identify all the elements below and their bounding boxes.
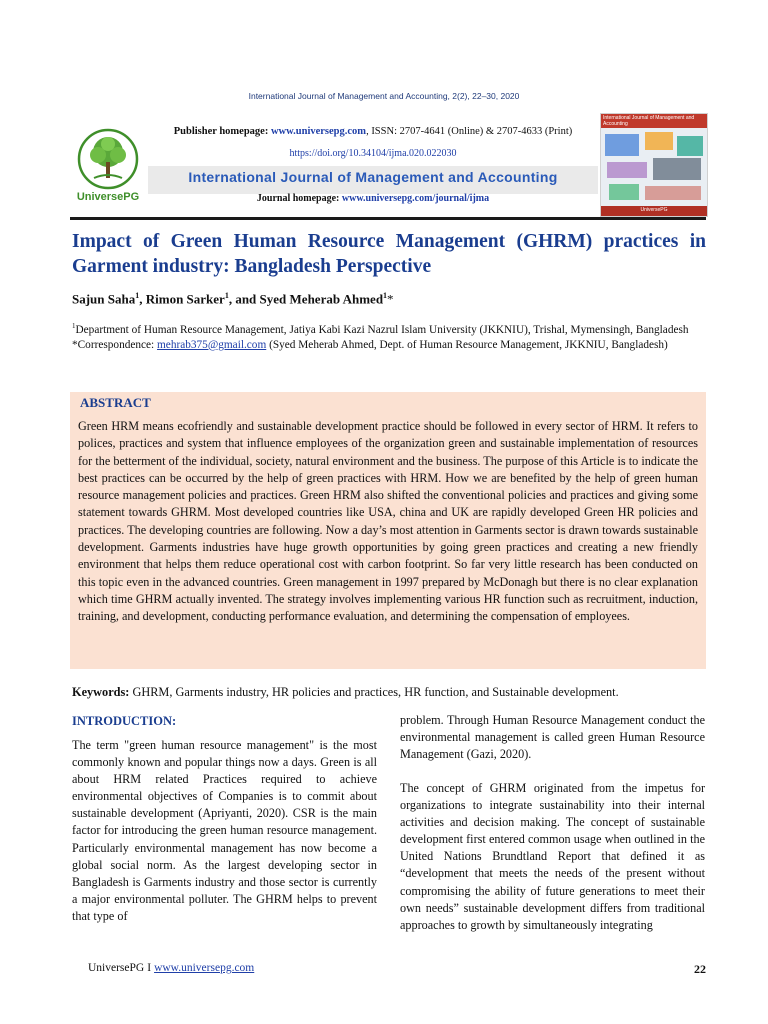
correspondence-email-link[interactable]: mehrab375@gmail.com — [157, 338, 267, 351]
corresponding-mark: * — [387, 291, 394, 307]
footer-url-link[interactable]: www.universepg.com — [154, 962, 255, 974]
issn-text: , ISSN: 2707-4641 (Online) & 2707-4633 (Print) — [366, 126, 573, 137]
author-1: Sajun Saha — [72, 291, 136, 307]
introduction-heading: INTRODUCTION: — [72, 714, 177, 728]
logo-text: UniversePG — [76, 191, 140, 203]
keywords-label: Keywords: — [72, 685, 130, 699]
introduction-left-column: The term "green human resource management" is the most commonly known and popular things now a days. Green is all about HRM related Practices required to achieve environmental objectives of Companies is to commit about sustainable development (Apriyanti, 2020). CSR is the main factor for introducing the green human resource management. Particularly environmental management has now become a global social norm. As the largest developing sector in Bangladesh is Garments industry and those sector is currently a major environmental polluter. The GHRM helps to prevent that type of — [72, 738, 377, 923]
author-3: Syed Meherab Ahmed — [259, 291, 384, 307]
publisher-label: Publisher homepage: — [173, 126, 269, 137]
tree-logo-icon — [70, 128, 146, 190]
author-2-sup: 1 — [224, 291, 229, 300]
introduction-right-paragraph-1: problem. Through Human Resource Management conduct the environmental management is called green Human Resource Management (Gazi, 2020). — [400, 713, 705, 762]
author-3-sup: 1 — [383, 291, 388, 300]
author-line — [72, 291, 706, 307]
paper-title: Impact of Green Human Resource Management (GHRM) practices in Garment industry: Bangladesh Perspective — [72, 231, 706, 277]
footer-publisher-name: UniversePG — [88, 962, 145, 974]
author-1-sup: 1 — [135, 291, 140, 300]
footer-publisher — [88, 962, 254, 974]
abstract-heading: ABSTRACT — [80, 395, 151, 410]
keywords-line — [72, 684, 706, 700]
author-2: Rimon Sarker — [145, 291, 225, 307]
cover-title: International Journal of Management and Accounting — [603, 115, 695, 127]
affiliation-text: Department of Human Resource Management, Jatiya Kabi Kazi Nazrul Islam University (JKKNIU), Trishal, Mymensingh, Bangladesh — [75, 323, 689, 336]
journal-home-label: Journal homepage: — [256, 193, 340, 204]
journal-cover-image — [600, 113, 708, 217]
affiliation-sup: 1 — [72, 322, 76, 330]
affiliation-block — [72, 319, 706, 353]
running-head: International Journal of Management and Accounting, 2(2), 22–30, 2020 — [248, 91, 520, 101]
universepg-logo — [70, 128, 146, 208]
abstract-body: Green HRM means ecofriendly and sustainable development practice should be followed in every sector of HRM. It refers to polices, practices and system that influence employees of the organization green and sustainable implementation of resources for the betterment of the individual, society, natural environment and the business. The purpose of this Article is to indicate the best practices can be occurred by the help of green practices with HRM. How we are benefited by the help of green human resource management policies and practices. Green HRM also shifted the conventional policies and practices and giving some statement towards GHRM. Most developed countries like USA, china and UK are rapidly developed Green HR policies and practices. The developing countries are following. Now a day’s most attention in Garments sector is drawn towards sustainable development. Garments industries have huge growth opportunities by going green practices and creating a new friendly environment that helps them reduce operational cost with carbon footprint. So far very little research has been conducted on this topic even in the advanced countries. Green management in 1997 prepared by McDonagh but there is no clear explanation which time GHRM actually invented. The strategy involves implementing various HR function such as recruitment, induction, training, and development, conducting performance evaluation, and determining the compensation of employees. — [78, 419, 698, 624]
page-number: 22 — [694, 962, 706, 976]
cover-collage-icon — [601, 128, 707, 206]
keywords-text: GHRM, Garments industry, HR policies and practices, HR function, and Sustainable development. — [129, 685, 619, 699]
introduction-right-paragraph-2: The concept of GHRM originated from the impetus for organizations to integrate sustainability into their internal activities and decision making. The concept of sustainable development first entered common usage when outlined in the United Nations Brundtland Report that defined it as “development that meets the needs of the present without compromising the ability of future generations to meet their own needs” sustainable development differs from traditional approaches to growth by simultaneously integrating — [400, 781, 705, 932]
journal-homepage-line — [148, 193, 598, 204]
publisher-url-link[interactable]: www.universepg.com — [270, 126, 367, 137]
correspondence-details: (Syed Meherab Ahmed, Dept. of Human Resource Management, JKKNIU, Bangladesh) — [266, 338, 668, 351]
author-separator: , — [139, 291, 146, 307]
masthead-divider — [70, 217, 706, 220]
journal-name: International Journal of Management and Accounting — [188, 169, 558, 185]
author-separator: , and — [228, 291, 260, 307]
publisher-line — [148, 126, 598, 137]
doi-link[interactable]: https://doi.org/10.34104/ijma.020.022030 — [289, 148, 457, 159]
correspondence-label: *Correspondence: — [72, 338, 158, 351]
footer-separator: I — [147, 962, 152, 974]
cover-footer-text: UniversePG — [640, 207, 668, 213]
journal-home-url-link[interactable]: www.universepg.com/journal/ijma — [341, 193, 490, 204]
